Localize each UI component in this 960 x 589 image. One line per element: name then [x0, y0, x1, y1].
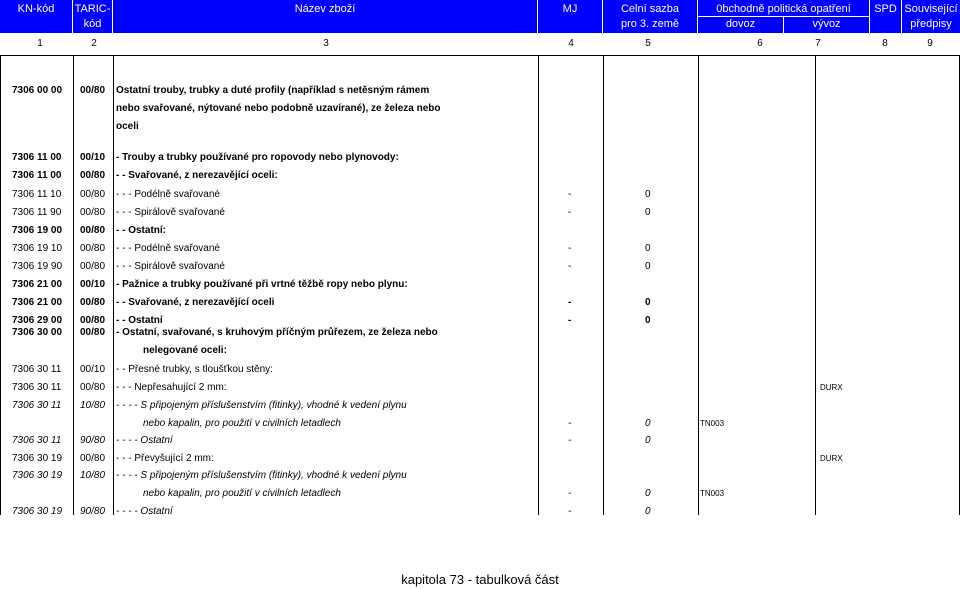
table-row	[0, 187, 960, 203]
header-nazev: Název zboží	[113, 0, 538, 33]
cell-description: - Pažnice a trubky používané při vrtné těžbě ropy nebo plynu:	[116, 279, 408, 290]
cell-kn-kod: 7306 30 11	[12, 364, 62, 375]
cell-taric: 00/10	[80, 364, 106, 375]
table-row	[0, 486, 960, 502]
header-spd: SPD	[870, 0, 902, 33]
cell-description: - - - Spirálově svařované	[116, 207, 225, 218]
column-numbers	[0, 33, 960, 56]
cell-kn-kod: 7306 30 00	[12, 327, 63, 338]
table-row	[0, 119, 960, 135]
cell-mj: -	[568, 418, 572, 429]
table-row	[0, 241, 960, 257]
cell-kn-kod: 7306 11 00	[12, 170, 62, 181]
col-num: 6	[757, 38, 763, 49]
table-row	[0, 83, 960, 99]
header-dovoz: dovoz	[698, 16, 784, 33]
cell-taric: 00/80	[80, 453, 106, 464]
header-opatreni: 0bchodně politická opatření	[698, 0, 870, 33]
cell-kn-kod: 7306 30 19	[12, 506, 63, 517]
header-souvisejici: Související předpisy	[904, 3, 958, 30]
cell-celni-sazba: 0	[645, 506, 651, 517]
table-row	[0, 504, 960, 520]
header-mj: MJ	[538, 0, 603, 33]
cell-description: Ostatní trouby, trubky a duté profily (například s netěsným rámem	[116, 85, 430, 96]
cell-description: - - - Podélně svařované	[116, 189, 220, 200]
cell-taric: 10/80	[80, 470, 106, 481]
cell-description: nelegované oceli:	[143, 345, 227, 356]
col-num: 8	[882, 38, 888, 49]
col-num: 7	[815, 38, 821, 49]
cell-taric: 00/80	[80, 207, 106, 218]
cell-taric: 00/80	[80, 85, 106, 96]
cell-celni-sazba: 0	[645, 315, 651, 326]
header-celni-sazba: Celní sazba pro 3. země	[603, 0, 698, 33]
header-taric: TARIC- kód	[73, 0, 113, 33]
cell-taric: 00/80	[80, 243, 106, 254]
table-row	[0, 468, 960, 484]
cell-vyvoz: DURX	[820, 383, 843, 392]
table-header	[0, 0, 960, 33]
cell-taric: 00/80	[80, 189, 106, 200]
cell-description: - - Ostatní:	[116, 225, 166, 236]
cell-kn-kod: 7306 11 90	[12, 207, 62, 218]
cell-mj: -	[568, 243, 572, 254]
cell-description: - Trouby a trubky používané pro ropovody nebo plynovody:	[116, 152, 399, 163]
col-num: 3	[323, 38, 329, 49]
table-row	[0, 223, 960, 239]
col-num: 4	[568, 38, 574, 49]
table-row	[0, 398, 960, 414]
cell-kn-kod: 7306 19 10	[12, 243, 63, 254]
col-num: 9	[927, 38, 933, 49]
cell-description: - - - - S připojeným příslušenstvím (fitinky), vhodné k vedení plynu	[116, 470, 407, 481]
table-row	[0, 168, 960, 184]
cell-description: - - Ostatní	[116, 315, 163, 326]
cell-description: - - - - Ostatní	[116, 506, 173, 517]
cell-taric: 90/80	[80, 435, 106, 446]
cell-description: nebo svařované, nýtované nebo podobně uzavírané), ze železa nebo	[116, 103, 441, 114]
cell-celni-sazba: 0	[645, 207, 651, 218]
cell-description: nebo kapalin, pro použití v civilních letadlech	[143, 418, 341, 429]
cell-mj: -	[568, 488, 572, 499]
cell-description: - - Svařované, z nerezavějící oceli:	[116, 170, 278, 181]
cell-taric: 90/80	[80, 506, 106, 517]
cell-celni-sazba: 0	[645, 435, 651, 446]
table-row	[0, 101, 960, 117]
table-row	[0, 362, 960, 378]
table-row	[0, 325, 960, 341]
cell-description: - - - Podélně svařované	[116, 243, 220, 254]
cell-description: - - - Spirálově svařované	[116, 261, 225, 272]
cell-kn-kod: 7306 19 90	[12, 261, 63, 272]
cell-celni-sazba: 0	[645, 297, 651, 308]
table-row	[0, 150, 960, 166]
cell-mj: -	[568, 435, 572, 446]
cell-taric: 00/80	[80, 315, 106, 326]
col-num: 5	[645, 38, 651, 49]
cell-description: - - Přesné trubky, s tloušťkou stěny:	[116, 364, 273, 375]
cell-description: - - - Převyšující 2 mm:	[116, 453, 214, 464]
table-row	[0, 451, 960, 467]
cell-kn-kod: 7306 30 11	[12, 382, 62, 393]
cell-taric: 10/80	[80, 400, 106, 411]
cell-mj: -	[568, 207, 572, 218]
cell-kn-kod: 7306 11 10	[12, 189, 62, 200]
cell-kn-kod: 7306 21 00	[12, 279, 63, 290]
cell-description: oceli	[116, 121, 139, 132]
cell-celni-sazba: 0	[645, 488, 651, 499]
col-num: 2	[91, 38, 97, 49]
table-row	[0, 380, 960, 396]
cell-kn-kod: 7306 00 00	[12, 85, 63, 96]
page-footer: kapitola 73 - tabulková část	[401, 572, 559, 587]
table-row	[0, 259, 960, 275]
cell-dovoz: TN003	[700, 419, 725, 428]
cell-kn-kod: 7306 19 00	[12, 225, 63, 236]
table-row	[0, 343, 960, 359]
header-vyvoz: vývoz	[784, 16, 870, 33]
cell-mj: -	[568, 315, 572, 326]
cell-taric: 00/10	[80, 279, 106, 290]
cell-description: - - Svařované, z nerezavějící oceli	[116, 297, 275, 308]
table-row	[0, 205, 960, 221]
cell-kn-kod: 7306 30 19	[12, 453, 63, 464]
cell-description: - Ostatní, svařované, s kruhovým příčným průřezem, ze železa nebo	[116, 327, 438, 338]
cell-taric: 00/80	[80, 261, 106, 272]
cell-taric: 00/80	[80, 327, 106, 338]
cell-description: nebo kapalin, pro použití v civilních letadlech	[143, 488, 341, 499]
cell-kn-kod: 7306 29 00	[12, 315, 63, 326]
cell-vyvoz: DURX	[820, 454, 843, 463]
header-kn-kod: KN-kód	[0, 0, 73, 33]
cell-mj: -	[568, 506, 572, 517]
cell-dovoz: TN003	[700, 489, 725, 498]
cell-celni-sazba: 0	[645, 243, 651, 254]
cell-taric: 00/10	[80, 152, 106, 163]
cell-celni-sazba: 0	[645, 418, 651, 429]
cell-kn-kod: 7306 30 11	[12, 400, 62, 411]
cell-taric: 00/80	[80, 297, 106, 308]
cell-mj: -	[568, 261, 572, 272]
cell-kn-kod: 7306 11 00	[12, 152, 62, 163]
cell-mj: -	[568, 189, 572, 200]
table-row	[0, 295, 960, 311]
table-row	[0, 433, 960, 449]
cell-kn-kod: 7306 21 00	[12, 297, 63, 308]
cell-taric: 00/80	[80, 170, 106, 181]
cell-kn-kod: 7306 30 11	[12, 435, 62, 446]
cell-kn-kod: 7306 30 19	[12, 470, 63, 481]
cell-description: - - - - S připojeným příslušenstvím (fitinky), vhodné k vedení plynu	[116, 400, 407, 411]
table-row	[0, 416, 960, 432]
cell-celni-sazba: 0	[645, 189, 651, 200]
cell-description: - - - - Ostatní	[116, 435, 173, 446]
cell-taric: 00/80	[80, 382, 106, 393]
table-row	[0, 277, 960, 293]
cell-description: - - - Nepřesahující 2 mm:	[116, 382, 227, 393]
cell-taric: 00/80	[80, 225, 106, 236]
col-num: 1	[37, 38, 43, 49]
cell-mj: -	[568, 297, 572, 308]
cell-celni-sazba: 0	[645, 261, 651, 272]
